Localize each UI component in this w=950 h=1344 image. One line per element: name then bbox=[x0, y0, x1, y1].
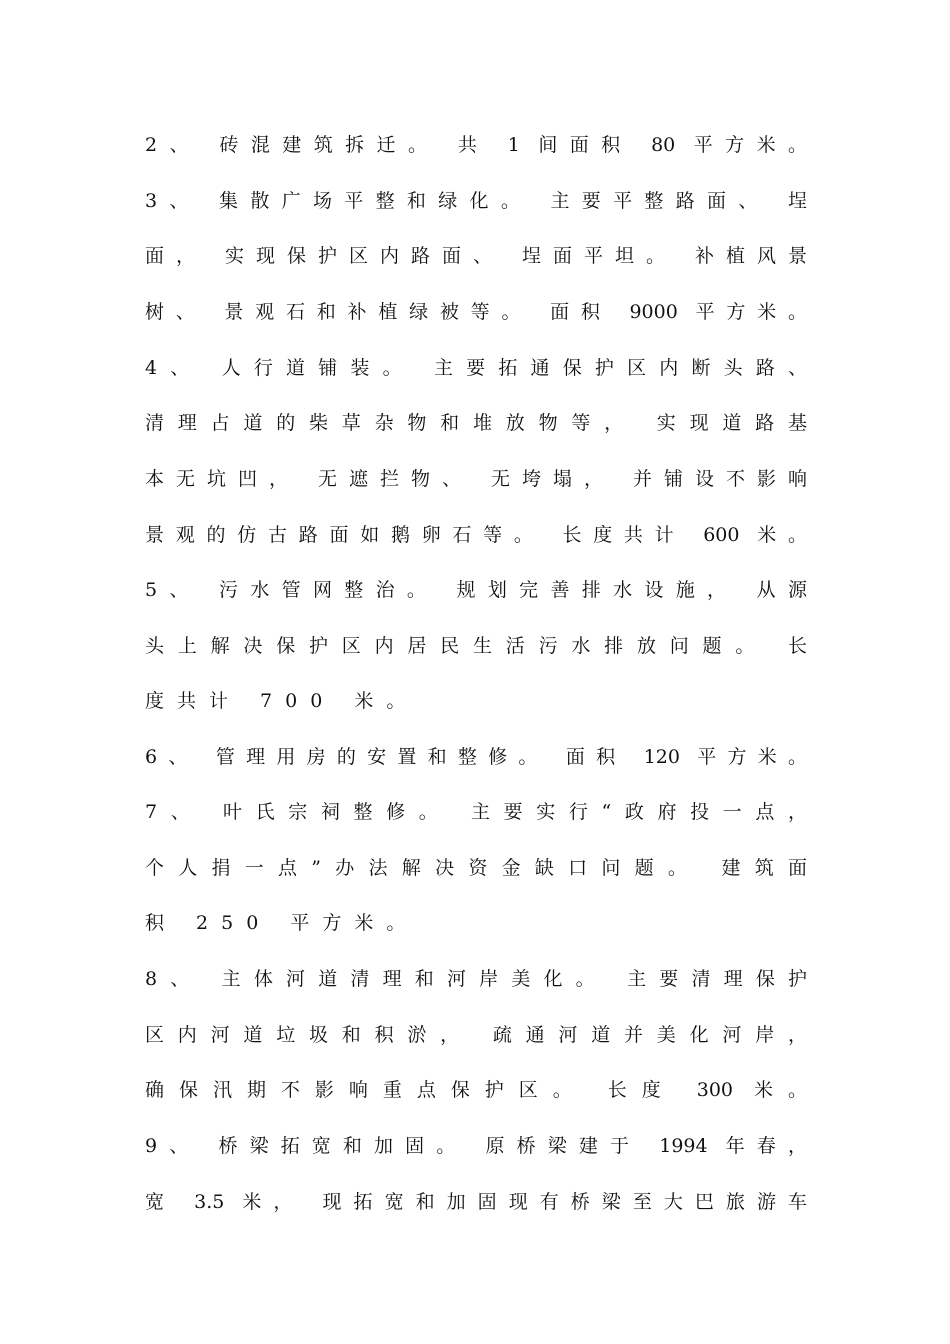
text-line: 8、 主体河道清理和河岸美化。 主要清理保护 bbox=[145, 968, 807, 990]
text-line: 头上解决保护区内居民生活污水排放问题。 长 bbox=[145, 635, 807, 657]
text-line: 6、 管理用房的安置和整修。 面积 120 平方米。 bbox=[145, 746, 807, 768]
text-line: 9、 桥梁拓宽和加固。 原桥梁建于 1994 年春， bbox=[145, 1135, 807, 1157]
text-line: 确保汛期不影响重点保护区。 长度 300 米。 bbox=[145, 1079, 807, 1101]
text-line: 个人捐一点”办法解决资金缺口问题。 建筑面 bbox=[145, 857, 807, 879]
text-line: 区内河道垃圾和积淤， 疏通河道并美化河岸， bbox=[145, 1024, 807, 1046]
text-line: 树、 景观石和补植绿被等。 面积 9000 平方米。 bbox=[145, 301, 807, 323]
text-line: 面， 实现保护区内路面、 埕面平坦。 补植风景 bbox=[145, 245, 807, 267]
text-line: 度共计 700 米。 bbox=[145, 690, 419, 712]
text-line: 7、 叶氏宗祠整修。 主要实行“政府投一点， bbox=[145, 801, 807, 823]
text-line: 清理占道的柴草杂物和堆放物等， 实现道路基 bbox=[145, 412, 807, 434]
text-line: 5、 污水管网整治。 规划完善排水设施， 从源 bbox=[145, 579, 807, 601]
text-line: 3、 集散广场平整和绿化。 主要平整路面、 埕 bbox=[145, 190, 807, 212]
text-line: 积 250 平方米。 bbox=[145, 912, 419, 934]
text-line: 本无坑凹， 无遮拦物、 无垮塌， 并铺设不影响 bbox=[145, 468, 807, 490]
text-line: 景观的仿古路面如鹅卵石等。 长度共计 600 米。 bbox=[145, 524, 807, 546]
text-line: 4、 人行道铺装。 主要拓通保护区内断头路、 bbox=[145, 357, 807, 379]
text-line: 2、 砖混建筑拆迁。 共 1 间面积 80 平方米。 bbox=[145, 134, 807, 156]
text-line: 宽 3.5 米， 现拓宽和加固现有桥梁至大巴旅游车 bbox=[145, 1191, 807, 1213]
